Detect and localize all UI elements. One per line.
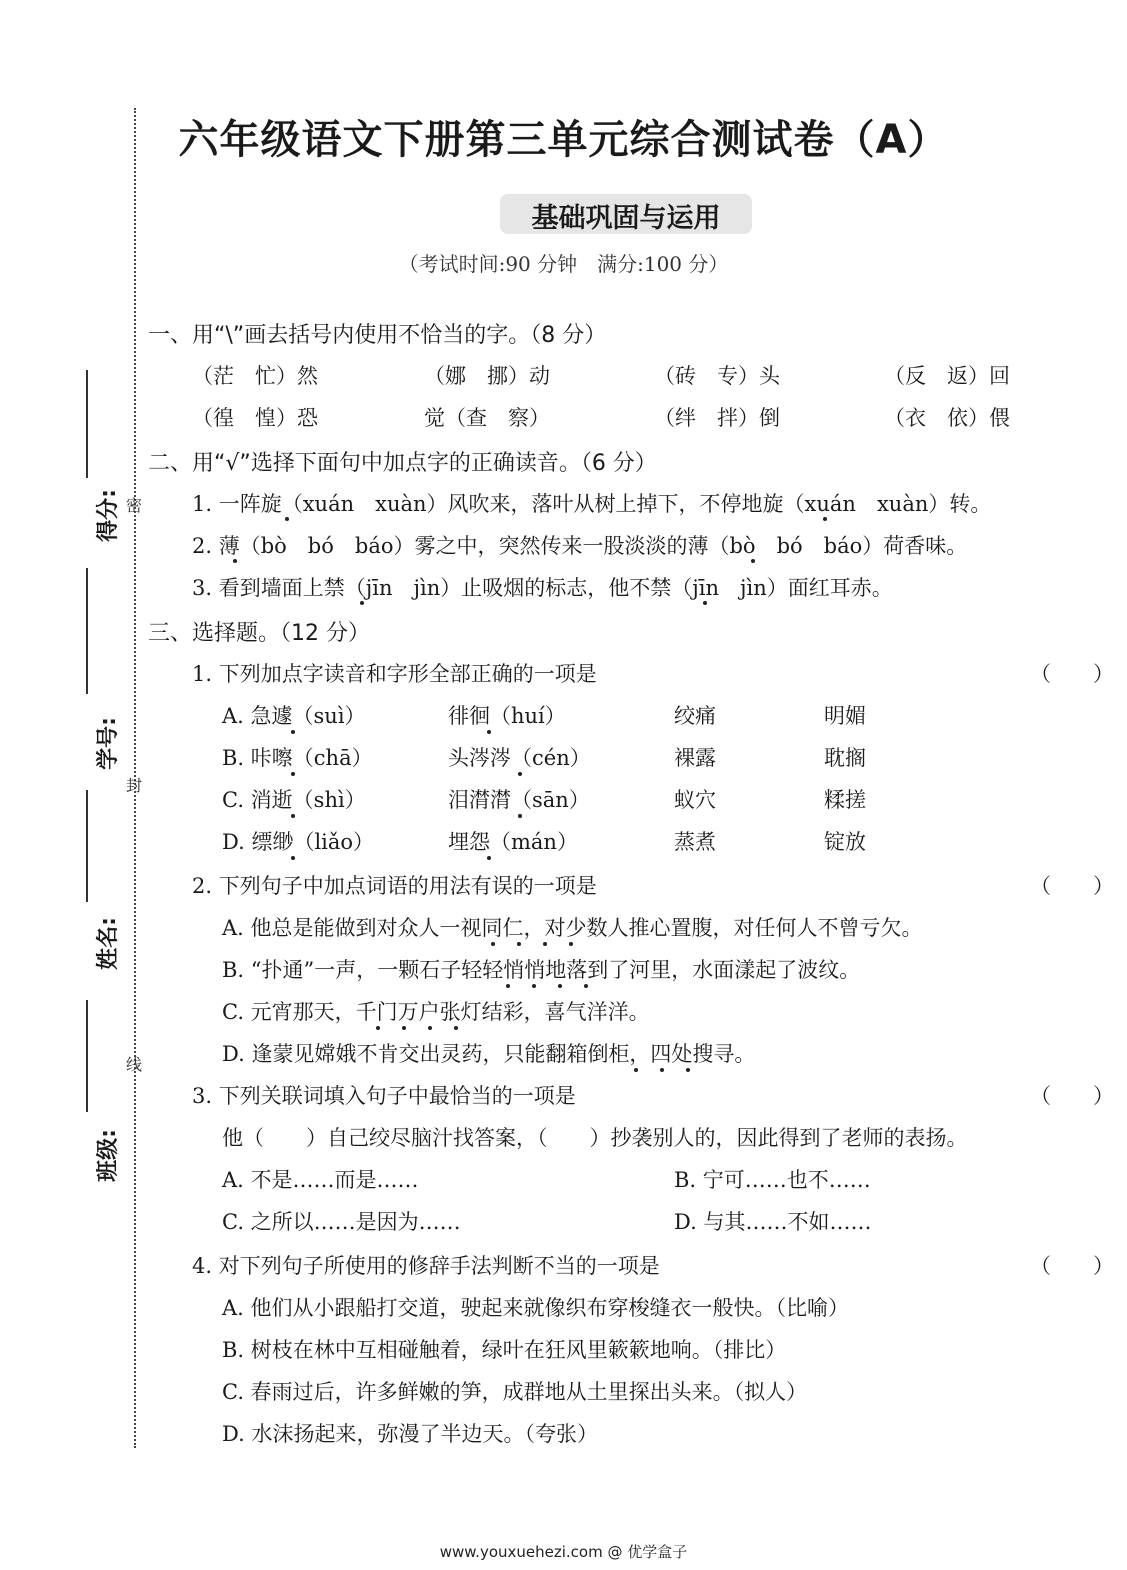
emphasis-dot bbox=[291, 856, 295, 860]
q1-option-cell: 裸露 bbox=[674, 746, 716, 770]
q4-option-d: D. 水沫扬起来，弥漫了半边天。（夸张） bbox=[222, 1422, 598, 1446]
name-label: 姓名: bbox=[95, 917, 121, 970]
s3-q1-stem: 1. 下列加点字读音和字形全部正确的一项是 bbox=[192, 662, 597, 686]
s1-item: （砖 专）头 bbox=[654, 364, 780, 388]
s2-question-1: 1. 一阵旋（xuán xuàn）风吹来，落叶从树上掉下，不停地旋（xuán xuàn）转。 bbox=[192, 492, 992, 516]
q1-option-cell: D. 缥缈（liǎo） bbox=[222, 830, 375, 854]
s1-item: （绊 拌）倒 bbox=[654, 406, 780, 430]
q3-option-a: A. 不是……而是…… bbox=[222, 1168, 419, 1192]
q2-option-a: A. 他总是能做到对众人一视同仁，对少数人推心置腹，对任何人不曾亏欠。 bbox=[222, 916, 923, 940]
s3-q2-stem: 2. 下列句子中加点词语的用法有误的一项是 bbox=[192, 874, 597, 898]
emphasis-dot bbox=[454, 1026, 458, 1030]
q2-option-d: D. 逢蒙见嫦娥不肯交出灵药，只能翻箱倒柜，四处搜寻。 bbox=[222, 1042, 756, 1066]
q1-option-cell: 明媚 bbox=[824, 704, 866, 728]
student-id-label: 学号: bbox=[95, 717, 121, 770]
q1-option-cell: 绞痛 bbox=[674, 704, 716, 728]
section2-heading: 二、用“√”选择下面句中加点字的正确读音。（6 分） bbox=[148, 451, 657, 476]
s1-item: （反 返）回 bbox=[884, 364, 1010, 388]
answer-blank[interactable]: （ ） bbox=[1030, 662, 1114, 686]
q3-option-b: B. 宁可……也不…… bbox=[674, 1168, 871, 1192]
q2-option-c: C. 元宵那天，千门万户张灯结彩，喜气洋洋。 bbox=[222, 1000, 650, 1024]
score-label: 得分: bbox=[95, 489, 121, 542]
emphasis-dot bbox=[569, 942, 573, 946]
s2-question-3: 3. 看到墙面上禁（jīn jìn）止吸烟的标志，他不禁（jīn jìn）面红耳赤。 bbox=[192, 576, 893, 600]
emphasis-dot bbox=[517, 942, 521, 946]
emphasis-dot bbox=[487, 856, 491, 860]
answer-blank[interactable]: （ ） bbox=[1030, 1254, 1114, 1278]
emphasis-dot bbox=[751, 559, 755, 563]
emphasis-dot bbox=[233, 559, 237, 563]
emphasis-dot bbox=[291, 772, 295, 776]
class-label: 班级: bbox=[95, 1129, 121, 1182]
emphasis-dot bbox=[487, 730, 491, 734]
q2-option-b: B. “扑通”一声，一颗石子轻轻悄悄地落到了河里，水面漾起了波纹。 bbox=[222, 958, 861, 982]
emphasis-dot bbox=[634, 1068, 638, 1072]
emphasis-dot bbox=[584, 984, 588, 988]
emphasis-dot bbox=[543, 942, 547, 946]
answer-blank[interactable]: （ ） bbox=[1030, 1084, 1114, 1108]
emphasis-dot bbox=[291, 814, 295, 818]
s1-item: 觉（查 察） bbox=[424, 406, 550, 430]
answer-blank[interactable]: （ ） bbox=[1030, 874, 1114, 898]
emphasis-dot bbox=[428, 1026, 432, 1030]
s3-q4-stem: 4. 对下列句子所使用的修辞手法判断不当的一项是 bbox=[192, 1254, 660, 1278]
q1-option-cell: 泪潸潸（sān） bbox=[448, 788, 590, 812]
student-id-fill-line bbox=[86, 568, 88, 694]
s1-item: （衣 依）偎 bbox=[884, 406, 1010, 430]
emphasis-dot bbox=[686, 1068, 690, 1072]
name-fill-line bbox=[86, 790, 88, 902]
s1-item: （茫 忙）然 bbox=[192, 364, 318, 388]
q3-sentence: 他（ ）自己绞尽脑汁找答案，（ ）抄袭别人的，因此得到了老师的表扬。 bbox=[222, 1126, 968, 1150]
q1-option-cell: B. 咔嚓（chā） bbox=[222, 746, 373, 770]
q1-option-cell: 蒸煮 bbox=[674, 830, 716, 854]
footer-watermark: www.youxuehezi.com @ 优学盒子 bbox=[439, 1543, 688, 1561]
q1-option-cell: 蚁穴 bbox=[674, 788, 716, 812]
seal-word-mi: 密 bbox=[126, 496, 143, 515]
page-title: 六年级语文下册第三单元综合测试卷（A） bbox=[178, 117, 949, 163]
q1-option-cell: 头涔涔（cén） bbox=[448, 746, 591, 770]
emphasis-dot bbox=[376, 1026, 380, 1030]
q3-option-c: C. 之所以……是因为…… bbox=[222, 1210, 461, 1234]
emphasis-dot bbox=[518, 814, 522, 818]
seal-word-feng: 封 bbox=[126, 776, 143, 795]
q1-option-cell: 耽搁 bbox=[824, 746, 866, 770]
class-fill-line bbox=[86, 1000, 88, 1112]
s1-item: （娜 挪）动 bbox=[424, 364, 550, 388]
seal-word-xian: 线 bbox=[126, 1055, 143, 1074]
q3-option-d: D. 与其……不如…… bbox=[674, 1210, 872, 1234]
exam-info: （考试时间:90 分钟 满分:100 分） bbox=[398, 252, 729, 276]
q1-option-cell: 锭放 bbox=[824, 830, 866, 854]
q1-option-cell: C. 消逝（shì） bbox=[222, 788, 366, 812]
s3-q3-stem: 3. 下列关联词填入句子中最恰当的一项是 bbox=[192, 1084, 576, 1108]
emphasis-dot bbox=[291, 730, 295, 734]
subtitle: 基础巩固与运用 bbox=[531, 203, 721, 234]
s1-item: （徨 惶）恐 bbox=[192, 406, 318, 430]
section1-heading: 一、用“\”画去括号内使用不恰当的字。（8 分） bbox=[148, 323, 607, 348]
q4-option-c: C. 春雨过后，许多鲜嫩的笋，成群地从土里探出头来。（拟人） bbox=[222, 1380, 808, 1404]
s2-question-2: 2. 薄（bò bó báo）雾之中，突然传来一股淡淡的薄（bò bó báo）荷香味。 bbox=[192, 534, 968, 558]
section3-heading: 三、选择题。（12 分） bbox=[148, 621, 370, 646]
q4-option-b: B. 树枝在林中互相碰触着，绿叶在狂风里簌簌地响。（排比） bbox=[222, 1338, 787, 1362]
q1-option-cell: 埋怨（mán） bbox=[448, 830, 578, 854]
emphasis-dot bbox=[285, 517, 289, 521]
emphasis-dot bbox=[660, 1068, 664, 1072]
emphasis-dot bbox=[823, 517, 827, 521]
emphasis-dot bbox=[703, 601, 707, 605]
q1-option-cell: 糅搓 bbox=[824, 788, 866, 812]
emphasis-dot bbox=[532, 984, 536, 988]
emphasis-dot bbox=[506, 984, 510, 988]
q4-option-a: A. 他们从小跟船打交道，驶起来就像织布穿梭缝衣一般快。（比喻） bbox=[222, 1296, 850, 1320]
score-fill-line bbox=[86, 370, 88, 478]
emphasis-dot bbox=[518, 772, 522, 776]
emphasis-dot bbox=[558, 984, 562, 988]
q1-option-cell: A. 急遽（suì） bbox=[222, 704, 366, 728]
q1-option-cell: 徘徊（huí） bbox=[448, 704, 566, 728]
emphasis-dot bbox=[360, 601, 364, 605]
emphasis-dot bbox=[491, 942, 495, 946]
emphasis-dot bbox=[402, 1026, 406, 1030]
